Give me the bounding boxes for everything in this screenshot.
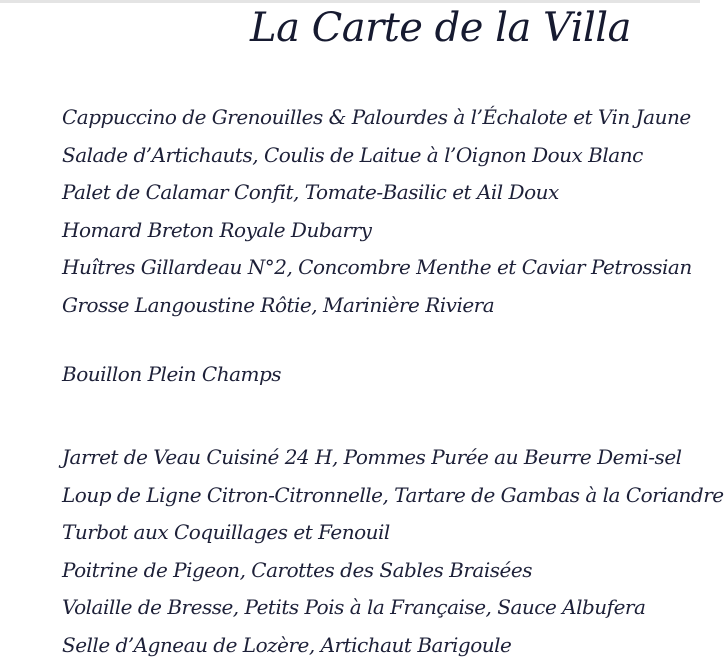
menu-item: Poitrine de Pigeon, Carottes des Sables Braisées (62, 552, 700, 590)
menu-item-partial: Selle d’Agneau de Lozère, Artichaut Barigoule (62, 627, 700, 664)
menu-item: Salade d’Artichauts, Coulis de Laitue à l’Oignon Doux Blanc (62, 137, 700, 175)
soup-section (62, 356, 700, 394)
menu-item: Turbot aux Coquillages et Fenouil (62, 514, 700, 552)
menu-item: Bouillon Plein Champs (62, 356, 700, 394)
menu-title: La Carte de la Villa (250, 5, 631, 51)
menu-item: Volaille de Bresse, Petits Pois à la Française, Sauce Albufera (62, 589, 700, 627)
menu-item: Jarret de Veau Cuisiné 24 H, Pommes Purée au Beurre Demi-sel (62, 439, 700, 477)
starters-section (62, 99, 700, 324)
menu-item: Grosse Langoustine Rôtie, Marinière Riviera (62, 287, 700, 325)
mains-section (62, 439, 700, 664)
menu-item: Homard Breton Royale Dubarry (62, 212, 700, 250)
menu-item: Huîtres Gillardeau N°2, Concombre Menthe et Caviar Petrossian (62, 249, 700, 287)
menu-item: Loup de Ligne Citron-Citronnelle, Tartare de Gambas à la Coriandre (62, 477, 700, 515)
menu-item: Palet de Calamar Confit, Tomate-Basilic et Ail Doux (62, 174, 700, 212)
menu-item: Cappuccino de Grenouilles & Palourdes à l’Échalote et Vin Jaune (62, 99, 700, 137)
